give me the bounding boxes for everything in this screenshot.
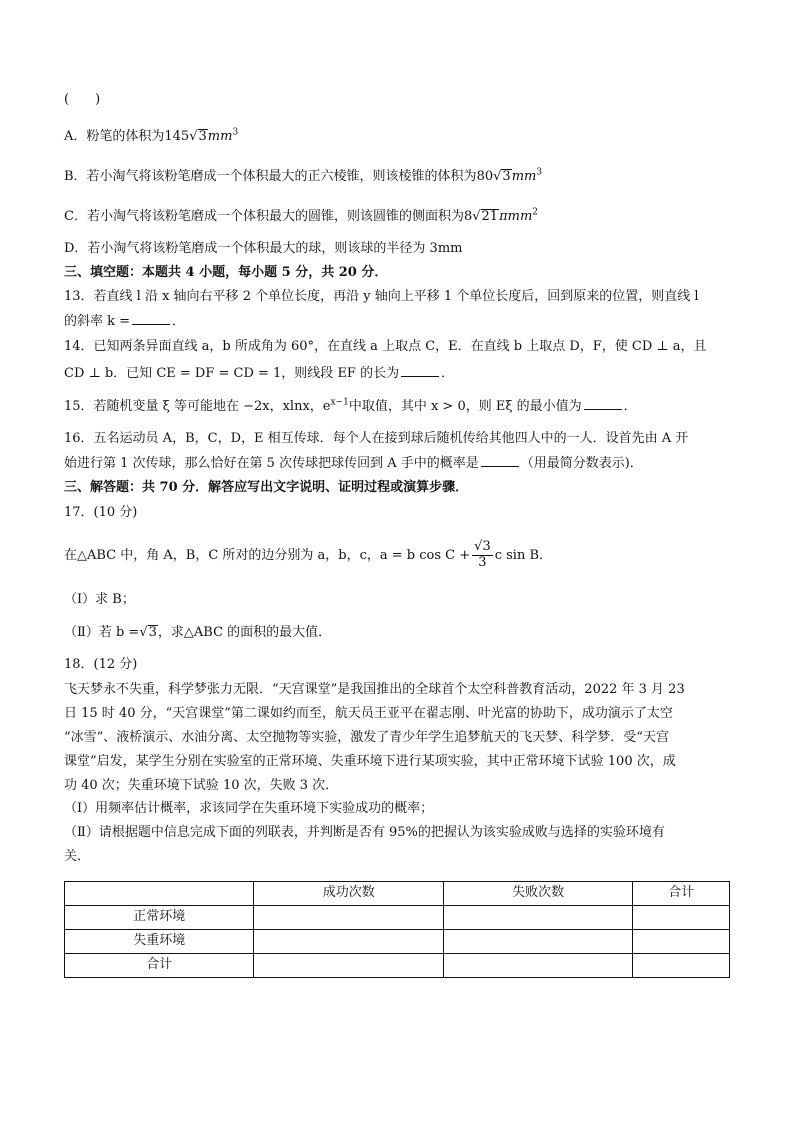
q12-option-a: A．粉笔的体积为$145√3mm^3$ bbox=[64, 127, 239, 144]
q18-stem-line5: 功 40 次；失重环境下试验 10 次，失败 3 次． bbox=[64, 778, 339, 793]
q18-stem-line4: 课堂”启发，某学生分别在实验室的正常环境、失重环境下进行某项实验，其中正常环境下试验 100 次，成 bbox=[64, 754, 676, 769]
table-cell: 正常环境 bbox=[65, 906, 254, 930]
table-cell[interactable] bbox=[254, 930, 443, 954]
table-cell[interactable] bbox=[633, 954, 730, 978]
q13-line1: 13．若直线 l 沿 x 轴向右平移 2 个单位长度，再沿 y 轴向上平移 1 个单位长度后，回到原来的位置，则直线 l bbox=[64, 289, 699, 304]
q15-line: 15．若随机变量 ξ 等可能地在 −2x，xlnx，$e^{x-1}$中取值，其中 x > 0，则 Eξ 的最小值为 ． bbox=[64, 397, 637, 414]
table-cell[interactable] bbox=[633, 930, 730, 954]
q18-part2-cont: 关． bbox=[64, 849, 91, 864]
table-cell[interactable] bbox=[443, 954, 632, 978]
fraction: $\frac{√3}{3}$ bbox=[474, 539, 491, 570]
section-fill-in-heading: 三、填空题：本题共 4 小题，每小题 5 分，共 20 分． bbox=[64, 265, 388, 280]
table-cell: 合计 bbox=[65, 954, 254, 978]
table-cell[interactable] bbox=[254, 954, 443, 978]
table-cell bbox=[65, 882, 254, 906]
q16-line2: 始进行第 1 次传球，那么恰好在第 5 次传球把球传回到 A 手中的概率是 （用最简分数表示)． bbox=[64, 456, 643, 471]
q17-stem: 在△ABC 中，角 A，B，C 所对的边分别为 a，b，c，a = b cos C + $\frac{√3}{3}$ c sin B． bbox=[64, 539, 553, 570]
answer-blank[interactable] bbox=[584, 397, 622, 410]
table-header-row bbox=[65, 882, 730, 906]
table-row bbox=[65, 954, 730, 978]
q12-option-b: B．若小淘气将该粉笔磨成一个体积最大的正六棱锥，则该棱锥的体积为$80√3mm^3$ bbox=[64, 167, 543, 184]
table-cell[interactable] bbox=[254, 906, 443, 930]
q12-option-d: D．若小淘气将该粉笔磨成一个体积最大的球，则该球的半径为 3mm bbox=[64, 241, 463, 256]
q14-line1: 14．已知两条异面直线 a，b 所成角为 60°，在直线 a 上取点 C，E．在直线 b 上取点 D，F，使 CD ⊥ a，且 bbox=[64, 339, 707, 354]
q17-part1: （Ⅰ）求 B； bbox=[64, 592, 135, 607]
q18-heading: 18．(12 分) bbox=[64, 657, 138, 672]
q18-part2: （Ⅱ）请根据题中信息完成下面的列联表，并判断是否有 95%的把握认为该实验成败与选择的实验环境有 bbox=[64, 825, 665, 840]
table-cell: 成功次数 bbox=[254, 882, 443, 906]
contingency-table bbox=[64, 881, 730, 978]
table-cell[interactable] bbox=[443, 906, 632, 930]
answer-blank[interactable] bbox=[401, 364, 439, 377]
table-cell: 合计 bbox=[633, 882, 730, 906]
section-solutions-heading: 三、解答题：共 70 分．解答应写出文字说明、证明过程或演算步骤． bbox=[64, 480, 469, 495]
q18-stem-line3: “冰雪”、液桥演示、水油分离、太空抛物等实验，激发了青少年学生追梦航天的飞天梦、科学梦．受“天宫 bbox=[64, 730, 669, 745]
table-row bbox=[65, 906, 730, 930]
q17-part2: （Ⅱ）若 b =√3，求△ABC 的面积的最大值． bbox=[64, 625, 332, 640]
q12-answer-paren: ( ) bbox=[64, 92, 101, 107]
table-row bbox=[65, 930, 730, 954]
table-cell[interactable] bbox=[633, 906, 730, 930]
table-cell[interactable] bbox=[443, 930, 632, 954]
answer-blank[interactable] bbox=[481, 454, 519, 467]
table-cell: 失败次数 bbox=[443, 882, 632, 906]
table-cell: 失重环境 bbox=[65, 930, 254, 954]
answer-blank[interactable] bbox=[132, 312, 170, 325]
q16-line1: 16．五名运动员 A，B，C，D，E 相互传球．每个人在接到球后随机传给其他四人中的一人．设首先由 A 开 bbox=[64, 431, 689, 446]
q13-line2: 的斜率 k = ． bbox=[64, 314, 186, 329]
q18-stem-line2: 日 15 时 40 分，“天宫课堂”第二课如约而至，航天员王亚平在翟志刚、叶光富的协助下，成功演示了太空 bbox=[64, 706, 673, 721]
q12-option-c: C．若小淘气将该粉笔磨成一个体积最大的圆锥，则该圆锥的侧面积为8√21πmm$^2$ bbox=[64, 207, 539, 224]
q18-part1: （Ⅰ）用频率估计概率，求该同学在失重环境下实验成功的概率； bbox=[64, 801, 434, 816]
q18-stem-line1: 飞天梦永不失重，科学梦张力无限．“天宫课堂”是我国推出的全球首个太空科普教育活动，2022 年 3 月 23 bbox=[64, 682, 685, 697]
q17-heading: 17．(10 分) bbox=[64, 505, 138, 520]
q14-line2: CD ⊥ b．已知 CE = DF = CD = 1，则线段 EF 的长为 ． bbox=[64, 366, 455, 381]
